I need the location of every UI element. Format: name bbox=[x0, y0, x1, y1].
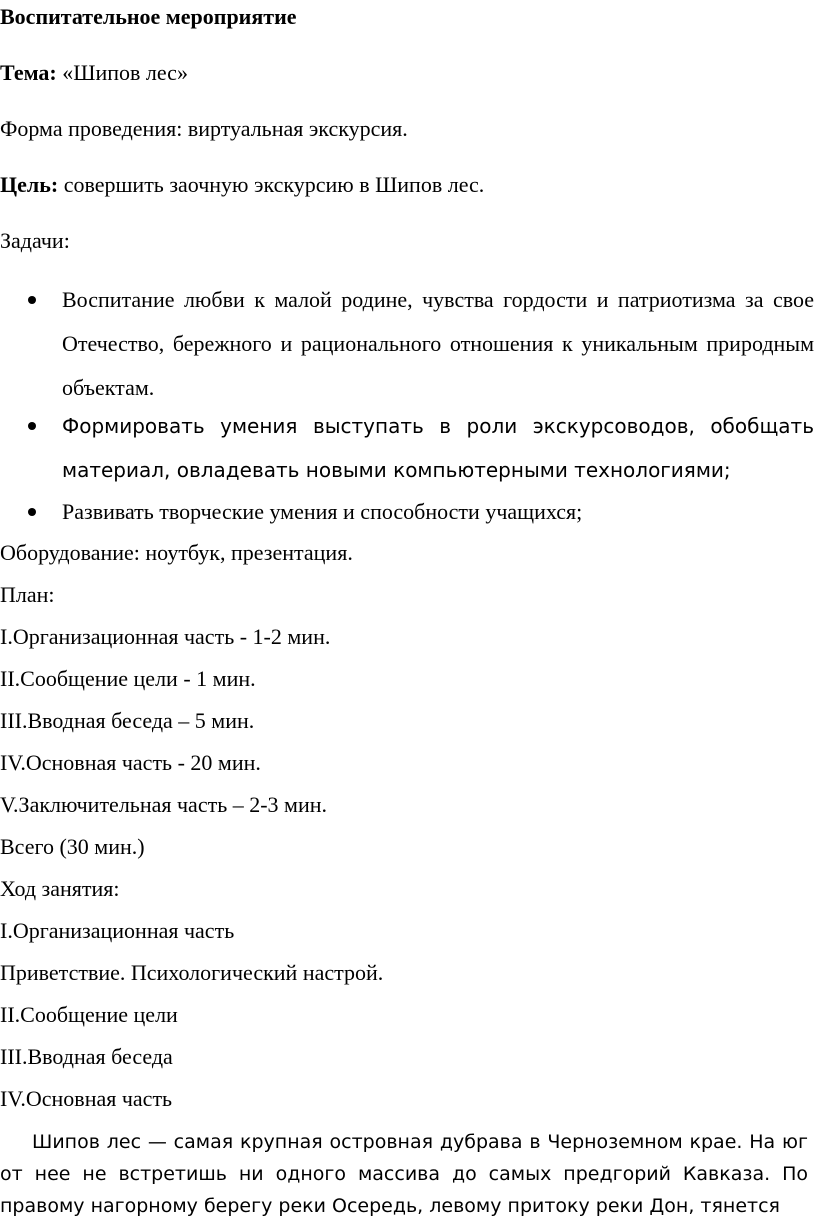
task-text: Воспитание любви к малой родине, чувства гордости и патриотизма за свое Отечество, бережного и рационального отношения к уникальным природным объектам. bbox=[62, 287, 814, 400]
plan-item: V.Заключительная часть – 2-3 мин. bbox=[0, 792, 328, 817]
plan-label: План: bbox=[0, 582, 55, 607]
bullet-icon bbox=[28, 422, 36, 430]
body-paragraph: Шипов лес — самая крупная островная дубрава в Черноземном крае. На юг от нее не встретишь ни одного массива до самых предгорий Кавказа. По правому нагорному берегу реки Осередь, левому притоку реки Дон, тянется bbox=[0, 1131, 808, 1217]
document-heading: Воспитательное мероприятие bbox=[0, 4, 297, 29]
equipment-line: Оборудование: ноутбук, презентация. bbox=[0, 540, 353, 565]
course-item: Приветствие. Психологический настрой. bbox=[0, 960, 384, 985]
bullet-icon bbox=[28, 296, 36, 304]
bullet-icon bbox=[28, 508, 36, 516]
goal-line bbox=[0, 172, 484, 198]
theme-value: «Шипов лес» bbox=[56, 60, 188, 85]
goal-value: совершить заочную экскурсию в Шипов лес. bbox=[58, 172, 485, 197]
course-item: IV.Основная часть bbox=[0, 1086, 173, 1111]
plan-item: I.Организационная часть - 1-2 мин. bbox=[0, 624, 331, 649]
plan-item: IV.Основная часть - 20 мин. bbox=[0, 750, 261, 775]
task-text: Формировать умения выступать в роли экскурсоводов, обобщать материал, овладевать новыми компьютерными технологиями; bbox=[62, 414, 814, 482]
theme-line bbox=[0, 60, 188, 86]
course-item: I.Организационная часть bbox=[0, 918, 235, 943]
course-item: III.Вводная беседа bbox=[0, 1044, 173, 1069]
course-label: Ход занятия: bbox=[0, 876, 120, 901]
theme-label: Тема: bbox=[0, 60, 57, 85]
tasks-label: Задачи: bbox=[0, 228, 70, 253]
plan-item: II.Сообщение цели - 1 мин. bbox=[0, 666, 256, 691]
plan-item: III.Вводная беседа – 5 мин. bbox=[0, 708, 255, 733]
course-item: II.Сообщение цели bbox=[0, 1002, 178, 1027]
total-line: Всего (30 мин.) bbox=[0, 834, 145, 859]
form-line: Форма проведения: виртуальная экскурсия. bbox=[0, 116, 408, 141]
task-text: Развивать творческие умения и способности учащихся; bbox=[62, 499, 583, 524]
goal-label: Цель: bbox=[0, 172, 59, 197]
